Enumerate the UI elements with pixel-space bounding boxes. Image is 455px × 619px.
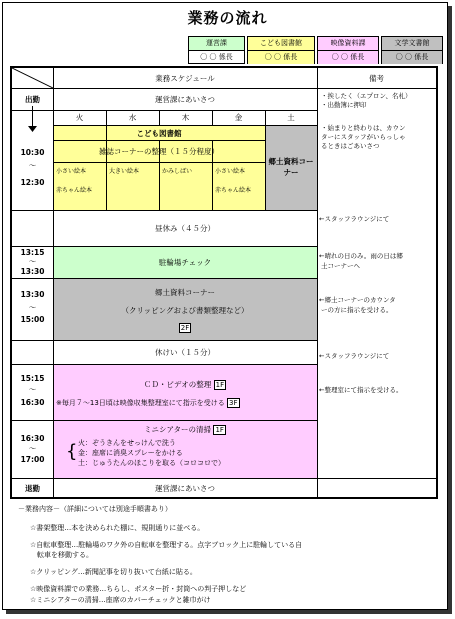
time-cd-tilde: 〜 xyxy=(28,385,37,394)
break-text: 休けい（１５分） xyxy=(155,348,215,357)
header-schedule: 業務スケジュール xyxy=(155,74,215,83)
time-arrive: 出勤 xyxy=(25,95,40,104)
fri-sub-1: 小さい絵本 xyxy=(215,168,246,175)
legend-eizo xyxy=(317,36,379,64)
floor-badge: 3F xyxy=(229,399,238,407)
remark-parking-1: ←晴れの日のみ。雨の日は郷 xyxy=(319,252,403,260)
time-theater-end: 17:00 xyxy=(20,455,45,464)
header-diagonal xyxy=(12,68,53,88)
legend-kodomo-chief: 〇 〇 係長 xyxy=(248,51,314,64)
note-item: ☆クリッピング…新聞記事を切り抜いて台紙に貼る。 xyxy=(30,568,197,576)
legend-unei xyxy=(188,36,245,64)
day-sat: 土 xyxy=(287,113,295,122)
time-local-start: 13:30 xyxy=(20,290,45,299)
floor-badge: 2F xyxy=(180,324,190,332)
note-item: 転車を移動する。 xyxy=(30,551,93,559)
time-parking-end: 13:30 xyxy=(20,267,45,276)
time-local-tilde: 〜 xyxy=(28,303,37,312)
time-morning-end: 12:30 xyxy=(20,178,45,187)
day-tue: 火 xyxy=(75,113,84,122)
saturday-local-label: 郷土資料コーナー xyxy=(268,157,314,177)
theater-line-1 xyxy=(53,425,317,435)
row-line xyxy=(12,278,317,279)
floor-badge: 1F xyxy=(215,381,225,389)
leave-text: 運営課にあいさつ xyxy=(155,484,215,493)
theater-item-sat: 土：じゅうたんのほこりを取る（コロコロで） xyxy=(78,459,225,467)
remark-local-1: ←郷土コーナーのカウンタ xyxy=(319,296,396,304)
legend-bungaku xyxy=(381,36,443,64)
cd-text-2: ※毎月７〜13日頃は映像収集整理室にて指示を受ける xyxy=(56,399,225,407)
time-theater-tilde: 〜 xyxy=(28,444,37,453)
note-item: ☆書架整理…本を決められた棚に、規則通りに並べる。 xyxy=(30,524,205,532)
note-item: ☆自転車整理…駐輪場のワク外の自転車を整理する。点字ブロック上に駐輪している自 xyxy=(30,541,303,549)
tue-sub-2: 赤ちゃん絵本 xyxy=(56,187,93,194)
legend-eizo-label: 映像資料課 xyxy=(318,37,378,51)
time-cd-end: 16:30 xyxy=(20,398,45,407)
day-thu: 木 xyxy=(181,113,190,122)
time-leave: 退勤 xyxy=(25,484,40,493)
row-line xyxy=(12,210,317,211)
time-local-end: 15:00 xyxy=(20,315,45,324)
remark-greeting-2: ターにスタッフがいらっしゃ xyxy=(321,133,406,141)
remark-greeting-1: ・始まりと終わりは、カウン xyxy=(321,124,406,132)
time-morning-tilde: 〜 xyxy=(28,161,37,170)
note-item: ☆映像資料課での業務…ちらし、ポスター折・封筒への判子押しなど xyxy=(30,585,247,593)
remark-cd: ←整理室にて指示を受ける。 xyxy=(319,386,403,394)
lunch-text: 昼休み（４５分） xyxy=(155,224,215,233)
legend-unei-chief: 〇 〇 係長 xyxy=(200,53,233,61)
time-parking-tilde: 〜 xyxy=(28,257,37,266)
time-parking-start: 13:15 xyxy=(20,248,45,257)
time-arrow-head xyxy=(28,126,37,132)
floor-badge: 1F xyxy=(215,426,224,434)
remark-prepare: ・挨したく（エプロン、名札） xyxy=(321,92,412,100)
note-item: ☆ミニシアターの清掃…座席のカバーチェックと雑巾がけ xyxy=(30,596,211,604)
fri-sub-2: 赤ちゃん絵本 xyxy=(215,187,252,194)
header-notes: 備考 xyxy=(369,74,384,83)
local-floor-badge-wrap xyxy=(53,323,317,333)
row-line xyxy=(12,364,317,365)
schedule-table xyxy=(10,66,438,499)
time-theater-start: 16:30 xyxy=(20,434,45,443)
kodomo-dept-label: こども図書館 xyxy=(136,129,182,138)
legend-bungaku-chief: 〇 〇 係長 xyxy=(382,51,442,64)
day-wed: 水 xyxy=(128,113,137,122)
remark-stamp: ・出勤簿に押印 xyxy=(321,101,367,109)
kodomo-task: 雑誌コーナーの整理（１５分程度） xyxy=(99,147,219,156)
notes-heading: －業務内容－（詳細については別途手順書あり） xyxy=(18,505,172,513)
time-arrow-line xyxy=(32,106,33,128)
legend-unei-label: 運営課 xyxy=(189,37,244,51)
tue-sub-1: 小さい絵本 xyxy=(56,168,87,175)
theater-item-fri: 金：座席に消臭スプレーをかける xyxy=(78,449,183,457)
col-line xyxy=(317,68,318,499)
cd-text-1: ＣＤ・ビデオの整理 xyxy=(143,380,212,389)
parking-text: 駐輪場チェック xyxy=(158,258,212,267)
legend-eizo-chief: 〇 〇 係長 xyxy=(318,51,378,64)
time-morning-start: 10:30 xyxy=(20,148,45,157)
legend-kodomo-label: こども図書館 xyxy=(248,37,314,51)
arrive-text: 運営課にあいさつ xyxy=(155,95,215,104)
cd-line-2 xyxy=(56,398,240,408)
remark-lunch: ←スタッフラウンジにて xyxy=(319,215,390,223)
thu-sub-1: かみしばい xyxy=(162,168,193,175)
legend-bungaku-label: 文学文書館 xyxy=(382,37,442,51)
row-line xyxy=(12,478,436,479)
row-line xyxy=(12,110,317,111)
cd-line-1 xyxy=(53,380,317,390)
time-cd-start: 15:15 xyxy=(20,374,45,383)
local-text-1: 郷土資料コーナー xyxy=(155,288,215,297)
legend-kodomo xyxy=(247,36,315,64)
remark-greeting-3: るときはごあいさつ xyxy=(321,142,380,150)
local-text-2: （クリッピングおよび書類整理など） xyxy=(121,306,249,315)
row-line xyxy=(53,125,317,126)
col-line xyxy=(106,110,107,210)
wed-sub-1: 大きい絵本 xyxy=(109,168,140,175)
remark-local-2: ーの方に指示を受ける。 xyxy=(321,306,393,314)
row-line xyxy=(12,340,317,341)
remark-break: ←スタッフラウンジにて xyxy=(319,352,390,360)
row-line xyxy=(12,420,317,421)
theater-brace: { xyxy=(66,441,78,462)
page-title: 業務の流れ xyxy=(187,9,268,27)
remark-parking-2: 土コーナーへ xyxy=(321,262,360,270)
cd-block xyxy=(53,364,317,420)
theater-item-tue: 火：ぞうきんをせっけんで洗う xyxy=(78,439,176,447)
row-line xyxy=(12,246,317,247)
row-line xyxy=(12,88,436,89)
theater-text-1: ミニシアターの清掃 xyxy=(144,425,212,434)
day-fri: 金 xyxy=(234,113,243,122)
